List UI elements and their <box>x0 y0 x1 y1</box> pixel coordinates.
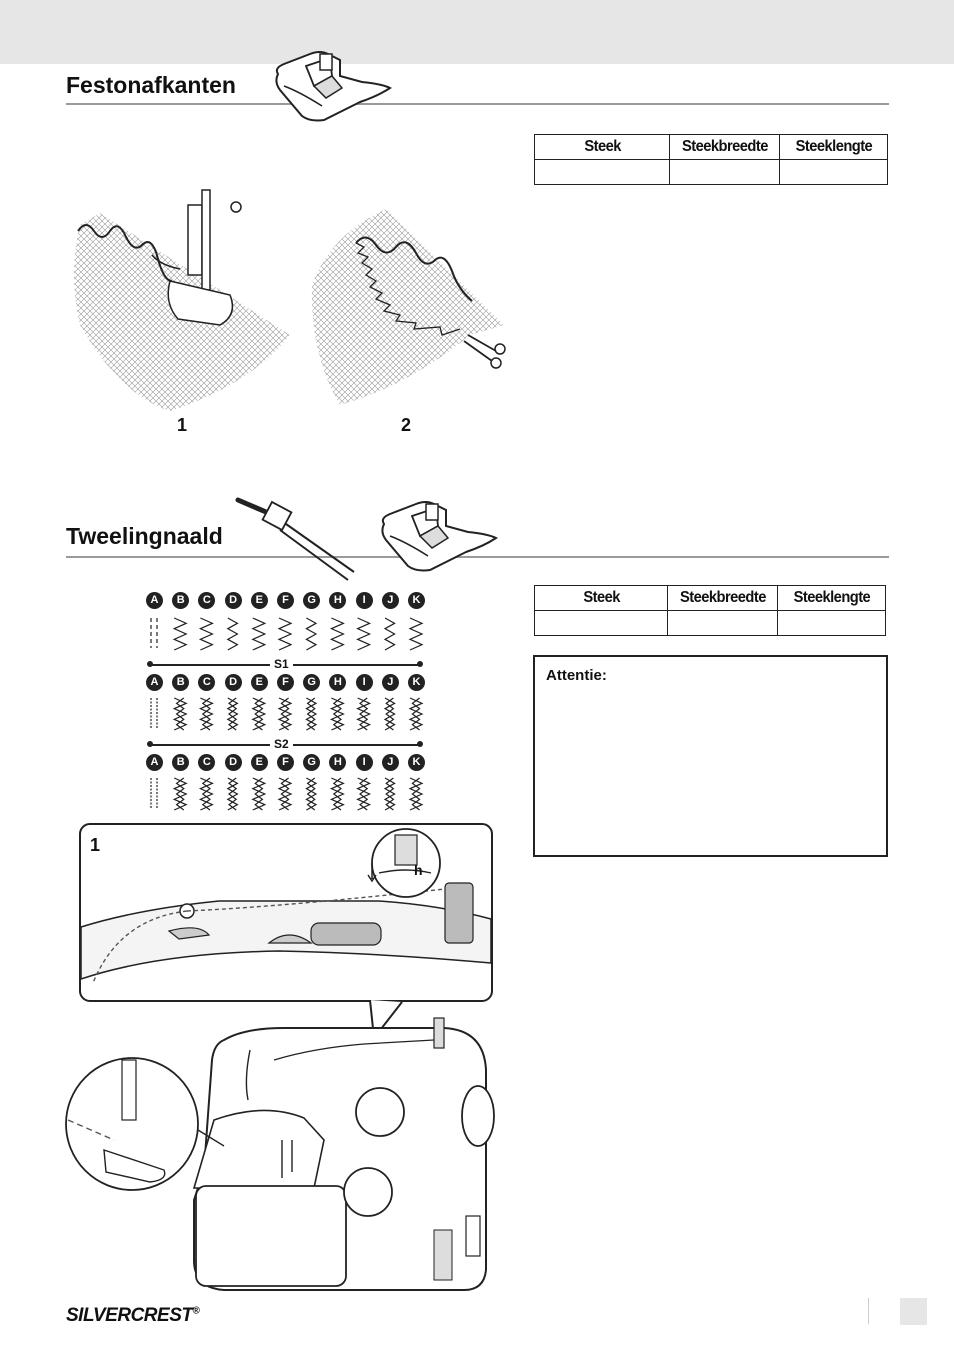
stitch-letter-e: E <box>251 754 268 771</box>
stitch-letter-a: A <box>146 674 163 691</box>
stitch-glyph-c <box>200 698 212 730</box>
presser-foot-icon <box>376 496 502 572</box>
presser-foot-icon <box>270 46 396 122</box>
stitch-group-label-s2: S2 <box>270 737 293 751</box>
stitch-glyph-g <box>306 618 316 650</box>
threading-detail-illustration <box>79 823 493 1003</box>
table-cell-steeklengte <box>780 160 888 185</box>
stitch-glyph-c <box>200 618 212 650</box>
stitch-glyph-i <box>358 778 370 810</box>
stitch-group-divider <box>140 658 430 670</box>
table-header-steekbreedte: Steekbreedte <box>674 135 775 160</box>
stitch-glyph-d <box>228 698 238 730</box>
header-band <box>0 0 954 64</box>
stitch-letter-d: D <box>225 592 242 609</box>
stitch-letter-i: I <box>356 674 373 691</box>
stitch-glyph-h <box>331 778 343 810</box>
stitch-letter-e: E <box>251 592 268 609</box>
stitch-letter-h: H <box>329 754 346 771</box>
sewing-machine-illustration <box>64 1000 504 1292</box>
stitch-glyph-k <box>410 778 422 810</box>
stitch-glyph-d <box>228 618 238 650</box>
stitch-glyph-a <box>151 698 157 728</box>
stitch-glyph-a <box>151 618 157 648</box>
stitch-glyph-b <box>174 698 186 730</box>
stitch-table-tweelingnaald <box>534 585 886 636</box>
table-header-steeklengte: Steeklengte <box>784 135 883 160</box>
stitch-pattern-row <box>140 616 430 650</box>
stitch-group-divider <box>140 738 430 750</box>
table-cell-steeklengte <box>778 611 886 636</box>
stitch-letter-g: G <box>303 674 320 691</box>
stitch-letter-h: H <box>329 674 346 691</box>
stitch-group-label-s1: S1 <box>270 657 293 671</box>
stitch-glyph-e <box>253 618 265 650</box>
stitch-glyph-f <box>279 618 291 650</box>
table-header-steekbreedte: Steekbreedte <box>672 586 773 611</box>
stitch-pattern-row <box>140 696 430 730</box>
stitch-letter-f: F <box>277 674 294 691</box>
table-cell-steekbreedte <box>668 611 778 636</box>
stitch-glyph-b <box>174 778 186 810</box>
stitch-letter-k: K <box>408 754 425 771</box>
stitch-pattern-row <box>140 776 430 810</box>
stitch-glyph-g <box>306 778 316 810</box>
attention-label: Attentie: <box>546 667 607 684</box>
stitch-letter-row <box>140 754 430 774</box>
stitch-glyph-a <box>151 778 157 808</box>
stitch-glyph-e <box>253 698 265 730</box>
stitch-glyph-f <box>279 698 291 730</box>
stitch-table-festonafkanten <box>534 134 888 185</box>
stitch-letter-i: I <box>356 754 373 771</box>
scallop-sewing-illustration <box>60 185 520 425</box>
stitch-glyph-d <box>228 778 238 810</box>
brand-registered-mark: ® <box>192 1305 200 1317</box>
table-cell-steek <box>535 611 668 636</box>
page-number-box <box>900 1298 927 1325</box>
stitch-letter-f: F <box>277 754 294 771</box>
twin-needle-icon <box>236 494 366 584</box>
stitch-glyph-j <box>385 778 395 810</box>
stitch-letter-a: A <box>146 592 163 609</box>
section-rule <box>66 103 889 105</box>
stitch-glyph-b <box>174 618 186 650</box>
stitch-letter-c: C <box>198 592 215 609</box>
brand-name: SILVERCREST <box>66 1305 193 1326</box>
stitch-glyph-g <box>306 698 316 730</box>
stitch-letter-c: C <box>198 674 215 691</box>
stitch-glyph-f <box>279 778 291 810</box>
stitch-letter-g: G <box>303 754 320 771</box>
stitch-letter-b: B <box>172 592 189 609</box>
stitch-letter-a: A <box>146 754 163 771</box>
stitch-glyph-k <box>410 618 422 650</box>
table-header-steek: Steek <box>540 586 663 611</box>
attention-box <box>533 655 888 857</box>
stitch-letter-b: B <box>172 754 189 771</box>
stitch-letter-f: F <box>277 592 294 609</box>
stitch-glyph-j <box>385 698 395 730</box>
figure-label-1: 1 <box>177 415 188 435</box>
threading-figure-label-1: 1 <box>90 835 101 855</box>
table-header-steeklengte: Steeklengte <box>782 586 881 611</box>
section-title-tweelingnaald: Tweelingnaald <box>66 523 223 549</box>
stitch-letter-c: C <box>198 754 215 771</box>
stitch-letter-g: G <box>303 592 320 609</box>
stitch-letter-b: B <box>172 674 189 691</box>
stitch-letter-e: E <box>251 674 268 691</box>
stitch-letter-h: H <box>329 592 346 609</box>
stitch-glyph-j <box>385 618 395 650</box>
footer-separator <box>868 1298 869 1324</box>
stitch-glyph-i <box>358 618 370 650</box>
stitch-glyph-k <box>410 698 422 730</box>
stitch-glyph-h <box>331 698 343 730</box>
stitch-letter-row <box>140 592 430 612</box>
table-cell-steekbreedte <box>670 160 780 185</box>
silvercrest-logo <box>66 1305 199 1327</box>
stitch-glyph-e <box>253 778 265 810</box>
stitch-letter-d: D <box>225 674 242 691</box>
stitch-glyph-i <box>358 698 370 730</box>
stitch-letter-k: K <box>408 592 425 609</box>
stitch-letter-j: J <box>382 674 399 691</box>
stitch-letter-j: J <box>382 592 399 609</box>
stitch-glyph-h <box>331 618 343 650</box>
table-cell-steek <box>535 160 670 185</box>
stitch-letter-row <box>140 674 430 694</box>
stitch-letter-d: D <box>225 754 242 771</box>
stitch-letter-i: I <box>356 592 373 609</box>
stitch-glyph-c <box>200 778 212 810</box>
figure-label-2: 2 <box>401 415 412 435</box>
stitch-letter-j: J <box>382 754 399 771</box>
stitch-letter-k: K <box>408 674 425 691</box>
table-header-steek: Steek <box>540 135 664 160</box>
section-title-festonafkanten: Festonafkanten <box>66 72 236 98</box>
thread-guide-label-h: h <box>414 862 423 878</box>
